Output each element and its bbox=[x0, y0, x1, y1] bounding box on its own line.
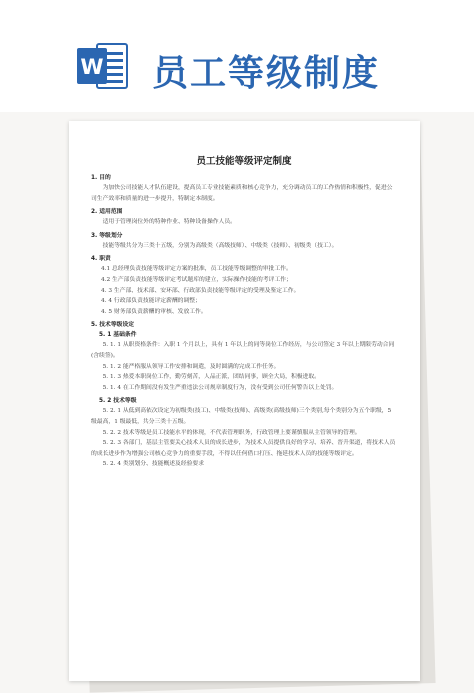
subsection-heading: 5. 2 技术等级 bbox=[99, 398, 137, 405]
paragraph: 5. 1. 2 能严格服从领导工作安排和调遣，及时圆满的完成工作任务。 bbox=[102, 363, 280, 370]
paragraph: 5. 1. 1 从职资格条件：入职 1 个月以上，具有 1 年以上的同等岗位工作经历，与公司签定 3 年以上期限劳动合同(含续签)。 bbox=[91, 342, 395, 359]
paragraph: 5. 2. 2 技术等级是员工技能水平的体现，不代表管理职务，行政管理上要谨慎服从主管领导的管理。 bbox=[102, 429, 361, 436]
paragraph: 5. 1. 4 在工作期间没有发生严重违法公司规章制度行为，没有受到公司任何警告以上处罚。 bbox=[102, 384, 338, 391]
section-heading: 5. 技术等级设定 bbox=[91, 322, 135, 329]
section-heading: 2. 适用范围 bbox=[91, 209, 123, 216]
paragraph: 适用于管理岗位外的特种作业、特种设备操作人员。 bbox=[102, 219, 236, 226]
svg-text:W: W bbox=[80, 55, 104, 79]
word-document-icon bbox=[77, 40, 129, 92]
list-item: 4. 4 行政部负责技能评定薪酬的调整； bbox=[101, 298, 201, 305]
paragraph: 5. 2. 1 从低到高依次设定为初级类(技工)、中级类(技师)、高级类(高级技师)三个类别,每个类别分为五个职级，5 级最高，1 级最低，共分三类十五级。 bbox=[91, 408, 392, 425]
list-item: 4.2 生产部负责技能等级评定考试题库的建立，实际操作技能的考评工作； bbox=[101, 276, 292, 283]
paragraph: 5. 2. 4 类别划分、技能概述及经验要求 bbox=[102, 461, 205, 468]
list-item: 4. 5 财务部负责薪酬的审核、发放工作。 bbox=[101, 308, 207, 315]
banner-title: 员工等级制度 bbox=[152, 52, 381, 94]
banner bbox=[0, 0, 474, 112]
list-item: 4.1 总经理负责技能等级评定方案的批准，员工技能等级调整的审批工作。 bbox=[101, 266, 292, 273]
document-page bbox=[69, 121, 420, 681]
section-heading: 1. 目的 bbox=[91, 175, 111, 181]
document-title: 员工技能等级评定制度 bbox=[196, 156, 292, 167]
subsection-heading: 5. 1 基础条件 bbox=[99, 332, 137, 339]
section-heading: 4. 职责 bbox=[91, 256, 111, 263]
paragraph: 5. 1. 3 热爱本职岗位工作，勤劳刻苦，人品正派，团结同事，顾全大局，积极进取。 bbox=[102, 374, 320, 381]
paragraph: 5. 2. 3 各部门，基层主管要关心技术人员的成长进步，为技术人员提供良好的学习、培养、晋升渠道，将技术人员的成长进步作为增强公司核心竞争力的重要手段，不得以任何借口打压、拖延技术人员的技能等级评定。 bbox=[91, 440, 396, 457]
paragraph: 技能等级共分为三类十五级，分别为高级类（高级技师）、中级类（技师）、初级类（技工）。 bbox=[102, 242, 338, 249]
list-item: 4. 3 生产部、技术部、安环部、行政部负责技能等级评定的受理及鉴定工作。 bbox=[101, 287, 300, 294]
paragraph: 为加快公司技能人才队伍建设，提高员工专业技能素质和核心竞争力，充分调动员工的工作热情和积极性，促进公司生产效率和质量的进一步提升，特制定本制度。 bbox=[91, 185, 393, 202]
section-heading: 3. 等级划分 bbox=[91, 232, 123, 239]
